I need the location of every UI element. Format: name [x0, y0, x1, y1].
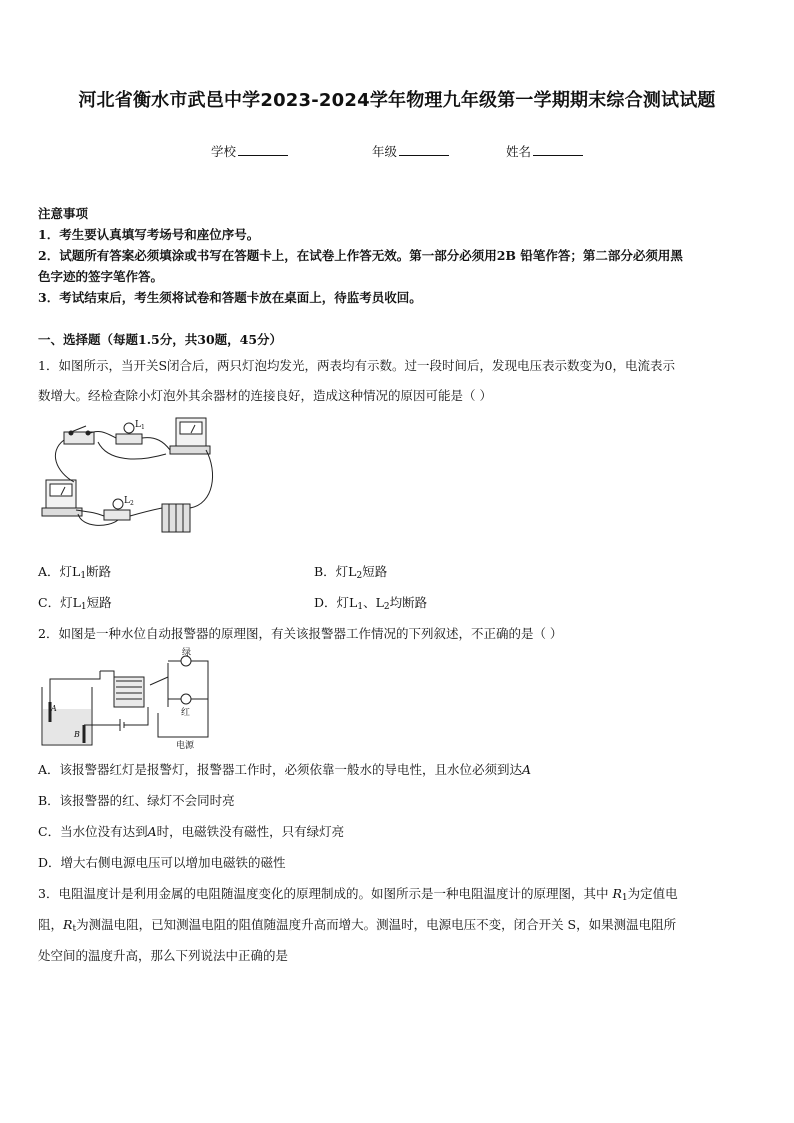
note-item-2: 2．试题所有答案必须填涂或书写在答题卡上，在试卷上作答无效。第一部分必须用2B 铅笔作答；第二部分必须用黑 — [38, 248, 683, 263]
q3-line2-var: R — [63, 917, 73, 932]
q3-line2-sub: t — [72, 924, 77, 934]
q1-option-d-sub: 1 — [357, 602, 364, 612]
q3-line1 — [38, 884, 678, 903]
q3-line3: 处空间的温度升高，那么下列说法中正确的是 — [38, 948, 289, 963]
svg-text:L2 — [124, 496, 134, 507]
note-item-2-cont: 色字迹的签字笔作答。 — [38, 269, 164, 284]
q2-fig-red-label: 红 — [181, 708, 191, 718]
q2-fig-power-label: 电源 — [176, 741, 195, 751]
q1-option-a-sub: 1 — [80, 571, 87, 581]
q3-line1-b: 为定值电 — [627, 886, 678, 901]
q2-option-c-var: A — [147, 824, 157, 839]
q3-line2-b: 为测温电阻，已知测温电阻的阻值随温度升高而增大。测温时，电源电压不变，闭合开关 S，如果测温电阻所 — [76, 917, 677, 932]
section-heading: 一、选择题（每题1.5分，共30题，45分） — [38, 332, 283, 347]
q2-option-c — [38, 822, 344, 840]
q1-option-d-prefix: D．灯L — [314, 595, 358, 610]
q2-option-c-prefix: C．当水位没有达到 — [38, 824, 148, 839]
exam-title: 河北省衡水市武邑中学2023-2024学年物理九年级第一学期期末综合测试试题 — [78, 90, 716, 111]
q3-line2 — [38, 915, 676, 934]
q1-option-d — [314, 593, 427, 612]
q1-fig-l2-label: L — [124, 496, 130, 506]
school-blank — [238, 143, 288, 156]
q1-option-c-suffix: 短路 — [86, 595, 112, 610]
school-label: 学校 — [211, 144, 237, 159]
q2-fig-green-label: 绿 — [182, 648, 192, 658]
q1-fig-l2-sub: 2 — [129, 500, 134, 507]
grade-label: 年级 — [372, 144, 398, 159]
q2-alarm-figure — [38, 647, 218, 752]
note-item-3: 3．考试结束后，考生须将试卷和答题卡放在桌面上，待监考员收回。 — [38, 290, 422, 305]
q1-fig-l1-sub: 1 — [140, 424, 145, 431]
q2-fig-a-label: A — [51, 704, 57, 713]
q1-option-d-mid: 、L — [363, 595, 384, 610]
grade-blank — [399, 143, 449, 156]
name-field — [506, 142, 583, 160]
q1-option-d-sub2: 2 — [383, 602, 390, 612]
q2-stem: 2．如图是一种水位自动报警器的原理图，有关该报警器工作情况的下列叙述，不正确的是（ ） — [38, 626, 563, 641]
q1-option-b — [314, 562, 387, 581]
grade-field — [372, 142, 449, 160]
q1-circuit-figure — [38, 412, 218, 537]
q1-option-a-suffix: 断路 — [86, 564, 112, 579]
q3-line1-a: 3．电阻温度计是利用金属的电阻随温度变化的原理制成的。如图所示是一种电阻温度计的原理图，其中 — [38, 886, 613, 901]
q1-fig-l1-label: L — [135, 420, 141, 430]
q2-option-a-text: A．该报警器红灯是报警灯，报警器工作时，必须依靠一般水的导电性，且水位必须到达 — [38, 762, 523, 777]
q1-option-b-sub: 2 — [356, 571, 363, 581]
q1-option-b-prefix: B．灯L — [314, 564, 357, 579]
name-label: 姓名 — [506, 144, 532, 159]
q3-line2-a: 阻， — [38, 917, 64, 932]
q2-option-b: B．该报警器的红、绿灯不会同时亮 — [38, 793, 235, 808]
q1-stem-line1: 1．如图所示，当开关S闭合后，两只灯泡均发光，两表均有示数。过一段时间后，发现电压表示数变为0，电流表示 — [38, 358, 675, 373]
q1-option-b-suffix: 短路 — [362, 564, 388, 579]
school-field — [211, 142, 288, 160]
q2-fig-b-label: B — [74, 730, 80, 739]
q2-option-d: D．增大右侧电源电压可以增加电磁铁的磁性 — [38, 855, 286, 870]
q1-option-d-suffix: 均断路 — [389, 595, 428, 610]
q2-option-c-suffix: 时，电磁铁没有磁性，只有绿灯亮 — [156, 824, 345, 839]
name-blank — [533, 143, 583, 156]
q1-option-c-sub: 1 — [80, 602, 87, 612]
q3-line1-var: R — [612, 886, 622, 901]
notes-heading: 注意事项 — [38, 206, 89, 221]
q3-line1-sub: 1 — [621, 893, 628, 903]
q2-option-a — [38, 760, 531, 778]
q1-option-a-prefix: A．灯L — [38, 564, 81, 579]
q2-option-a-var: A — [522, 762, 532, 777]
q1-option-c-prefix: C．灯L — [38, 595, 81, 610]
q1-stem-line2: 数增大。经检查除小灯泡外其余器材的连接良好，造成这种情况的原因可能是（ ） — [38, 388, 492, 403]
note-item-1: 1．考生要认真填写考场号和座位序号。 — [38, 227, 260, 242]
q1-option-c — [38, 593, 112, 612]
q1-option-a — [38, 562, 111, 581]
svg-text:L1 — [135, 420, 145, 431]
